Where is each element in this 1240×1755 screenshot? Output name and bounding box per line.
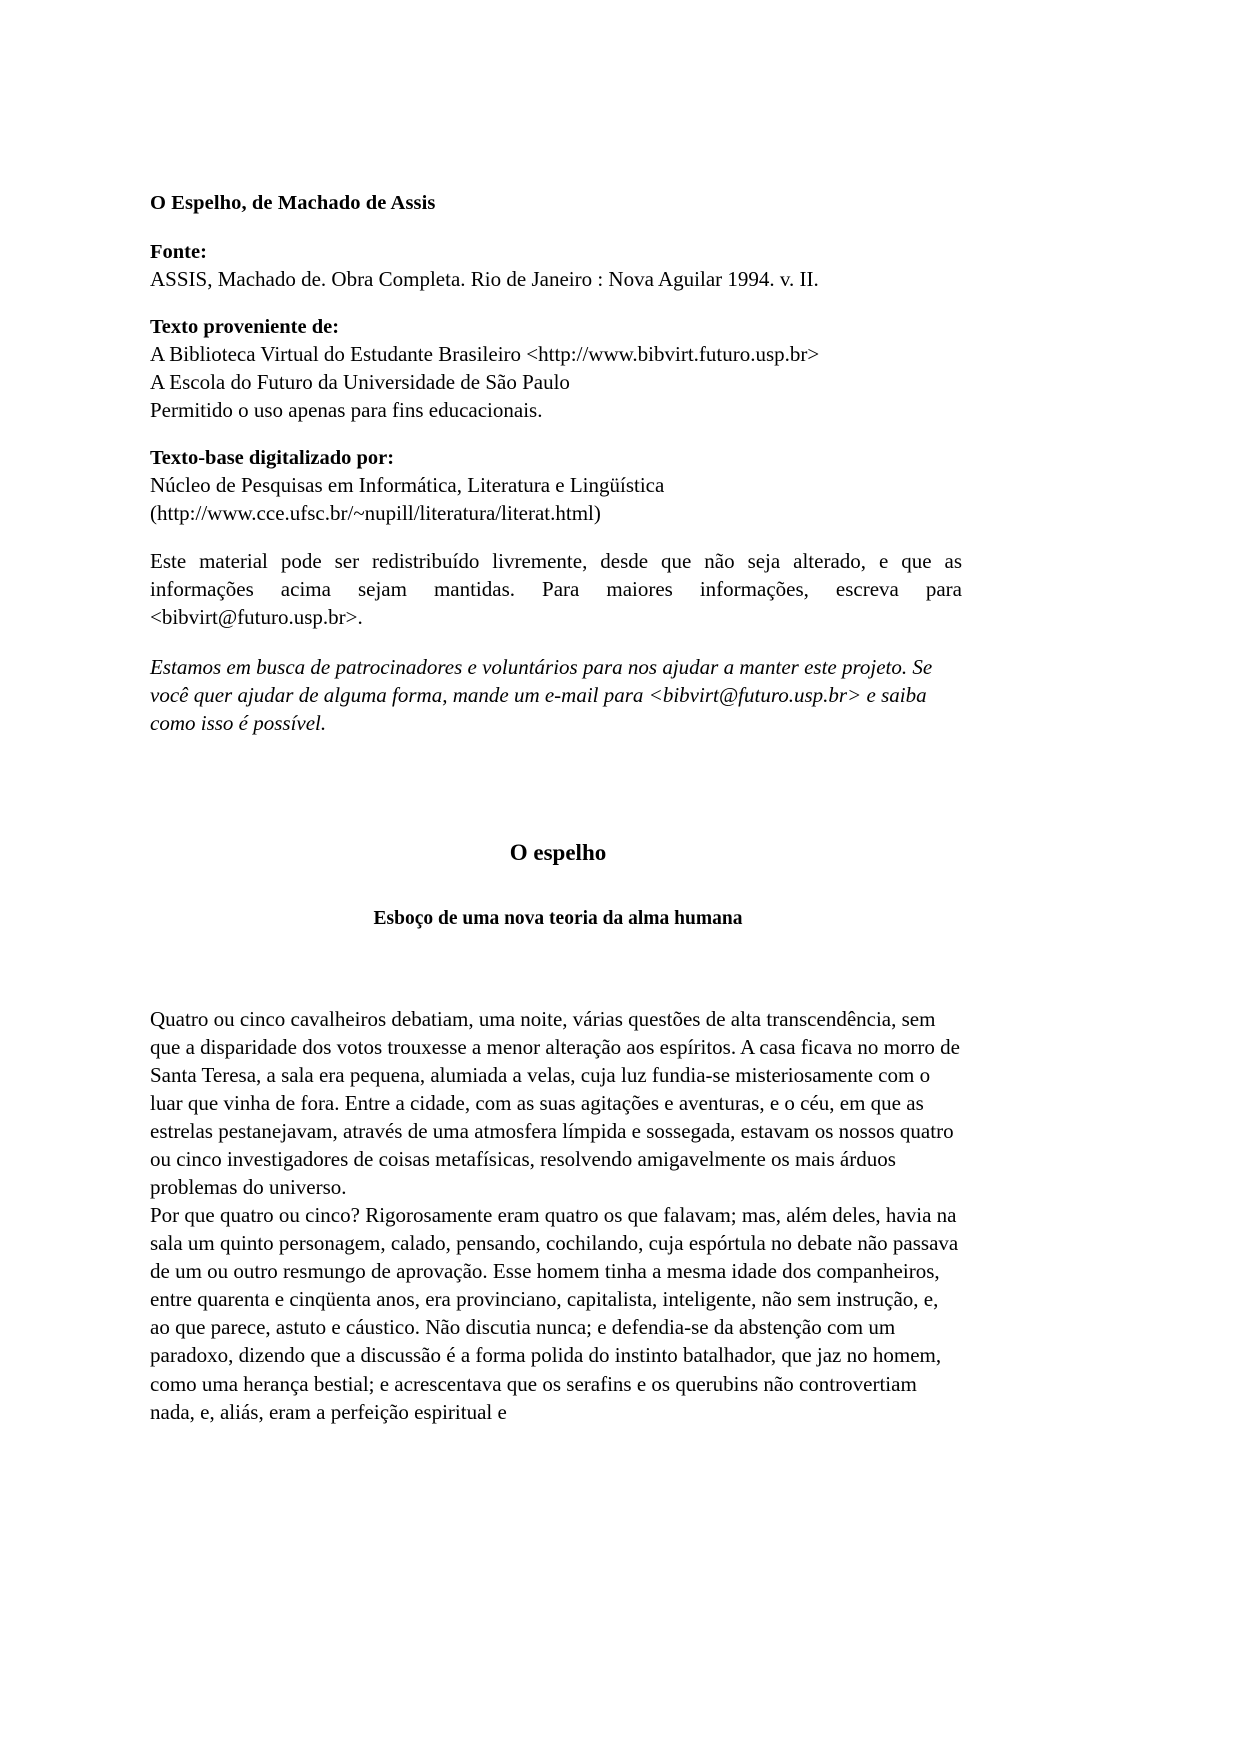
metadata-section-fonte	[150, 239, 966, 294]
metadata-line: Permitido o uso apenas para fins educacionais.	[150, 398, 543, 423]
metadata-section-texto-proveniente	[150, 314, 966, 425]
metadata-line: A Biblioteca Virtual do Estudante Brasileiro <http://www.bibvirt.futuro.usp.br>	[150, 342, 820, 367]
page-title: O Espelho, de Machado de Assis	[150, 192, 436, 214]
sponsorship-appeal: Estamos em busca de patrocinadores e voluntários para nos ajudar a manter este projeto. Se você quer ajudar de alguma forma, mande um e-mail para <bibvirt@futuro.usp.br> e saiba como isso é possível.	[150, 655, 933, 735]
story-subtitle: Esboço de uma nova teoria da alma humana	[373, 907, 743, 929]
story-body	[150, 1005, 966, 1425]
story-title: O espelho	[509, 839, 607, 865]
redistribution-notice: Este material pode ser redistribuído livremente, desde que não seja alterado, e que as informações acima sejam mantidas. Para maiores informações, escreva para <bibvirt@futuro.usp.br>.	[150, 549, 962, 630]
metadata-heading: Texto-base digitalizado por:	[150, 447, 395, 470]
metadata-section-texto-base	[150, 445, 966, 528]
story-paragraph: Por que quatro ou cinco? Rigorosamente eram quatro os que falavam; mas, além deles, havia na sala um quinto personagem, calado, pensando, cochilando, cuja espórtula no debate não passava de um ou outro resmungo de aprovação. Esse homem tinha a mesma idade dos companheiros, entre quarenta e cinqüenta anos, era provinciano, capitalista, inteligente, não sem instrução, e, ao que parece, astuto e cáustico. Não discutia nunca; e defendia-se da abstenção com um paradoxo, dizendo que a discussão é a forma polida do instinto batalhador, que jaz no homem, como uma herança bestial; e acrescentava que os serafins e os querubins não controvertiam nada, e, aliás, eram a perfeição espiritual e	[150, 1203, 959, 1424]
story-paragraph: Quatro ou cinco cavalheiros debatiam, uma noite, várias questões de alta transcendência, sem que a disparidade dos votos trouxesse a menor alteração aos espíritos. A casa ficava no morro de Santa Teresa, a sala era pequena, alumiada a velas, cuja luz fundia-se misteriosamente com o luar que vinha de fora. Entre a cidade, com as suas agitações e aventuras, e o céu, em que as estrelas pestanejavam, através de uma atmosfera límpida e sossegada, estavam os nossos quatro ou cinco investigadores de coisas metafísicas, resolvendo amigavelmente os mais árduos problemas do universo.	[150, 1007, 960, 1200]
metadata-heading: Fonte:	[150, 241, 207, 264]
story-heading-block	[150, 838, 966, 931]
page-content	[150, 190, 966, 1426]
metadata-line: ASSIS, Machado de. Obra Completa. Rio de Janeiro : Nova Aguilar 1994. v. II.	[150, 267, 819, 292]
metadata-line: (http://www.cce.ufsc.br/~nupill/literatura/literat.html)	[150, 501, 601, 526]
metadata-line: Núcleo de Pesquisas em Informática, Literatura e Lingüística	[150, 473, 665, 498]
metadata-line: A Escola do Futuro da Universidade de São Paulo	[150, 370, 570, 395]
metadata-heading: Texto proveniente de:	[150, 316, 340, 339]
